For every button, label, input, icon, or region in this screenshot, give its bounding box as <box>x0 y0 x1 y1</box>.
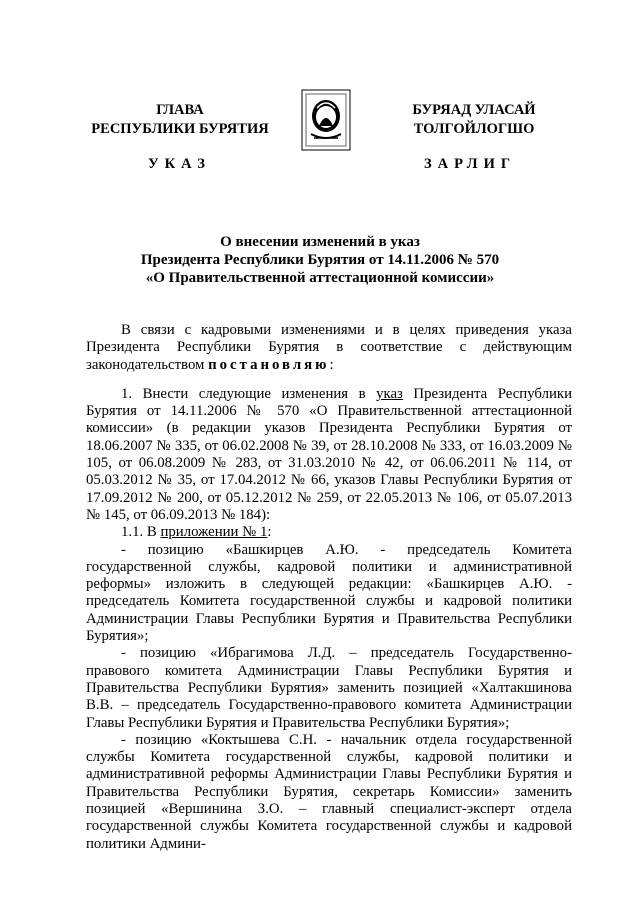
list-item-1: - позицию «Башкирцев А.Ю. - председатель Комитета государственной службы, кадровой политики и административной реформы» изложить в следующей редакции: «Башкирцев А.Ю. - председатель Комитета государственной службы и кадровой политики Администрации Главы Республики Бурятия и Правительства Республики Бурятия»; <box>86 541 572 645</box>
paragraph-1 <box>86 386 572 524</box>
header-left-line2: РЕСПУБЛИКИ БУРЯТИЯ <box>91 121 269 137</box>
document-body <box>86 322 572 853</box>
appendix-link[interactable]: приложении № 1 <box>160 524 268 541</box>
header-right <box>374 101 574 139</box>
title-line1: О внесении изменений в указ <box>220 234 420 250</box>
document-title <box>0 233 640 287</box>
paragraph-1-1 <box>86 524 572 541</box>
header-left <box>80 101 280 139</box>
list-item-3: - позицию «Коктышева С.Н. - начальник отдела государственной службы Комитета государственной службы, кадровой политики и административной реформы Администрации Главы Республики Бурятия и Правительства Республики Бурятия, секретарь Комиссии» заменить позицией «Вершинина З.О. – главный специалист-эксперт отдела государственной службы Комитета государственной службы и кадровой политики Админи- <box>86 731 572 852</box>
zarlig-label: ЗАРЛИГ <box>424 156 517 172</box>
header-left-line1: ГЛАВА <box>156 102 204 118</box>
coat-of-arms-emblem <box>297 88 355 152</box>
ukaz-link[interactable]: указ <box>376 385 403 402</box>
p11-pre: 1.1. В <box>121 524 161 541</box>
p11-end: : <box>267 524 272 541</box>
ukaz-label: УКАЗ <box>148 156 211 172</box>
title-line2: Президента Республики Бурятия от 14.11.2006 № 570 <box>140 252 500 268</box>
header-right-line1: БУРЯАД УЛАСАЙ <box>412 102 536 118</box>
list-item-2: - позицию «Ибрагимова Л.Д. – председатель Государственно-правового комитета Администрации Главы Республики Бурятия и Правительства Республики Бурятия» заменить позицией «Халтакшинова В.В. – председатель Государственно-правового комитета Администрации Главы Республики Бурятия и Правительства Республики Бурятия»; <box>86 645 572 731</box>
intro-emphasis: постановляю <box>208 356 330 373</box>
p1-pre: 1. Внести следующие изменения в <box>121 385 377 402</box>
header-right-line2: ТОЛГОЙЛОГШО <box>413 121 535 137</box>
title-line3: «О Правительственной аттестационной комиссии» <box>145 270 495 286</box>
intro-paragraph <box>86 322 572 374</box>
p1-rest: Президента Республики Бурятия от 14.11.2006 № 570 «О Правительственной аттестационной комиссии» (в редакции указов Президента Республики Бурятия от 18.06.2007 № 335, от 06.02.2008 № 39, от 28.10.2008 № 333, от 16.03.2009 № 105, от 06.08.2009 № 283, от 31.03.2010 № 42, от 06.06.2011 № 114, от 05.03.2012 № 35, от 17.04.2012 № 66, указов Главы Республики Бурятия от 17.09.2012 № 200, от 05.12.2012 № 259, от 22.05.2013 № 106, от 05.07.2013 № 145, от 06.09.2013 № 184): <box>86 385 572 523</box>
intro-text: В связи с кадровыми изменениями и в целях приведения указа Президента Республики Бурятия в соответствие с действующим законодательством <box>86 322 572 373</box>
intro-end: : <box>329 356 334 373</box>
